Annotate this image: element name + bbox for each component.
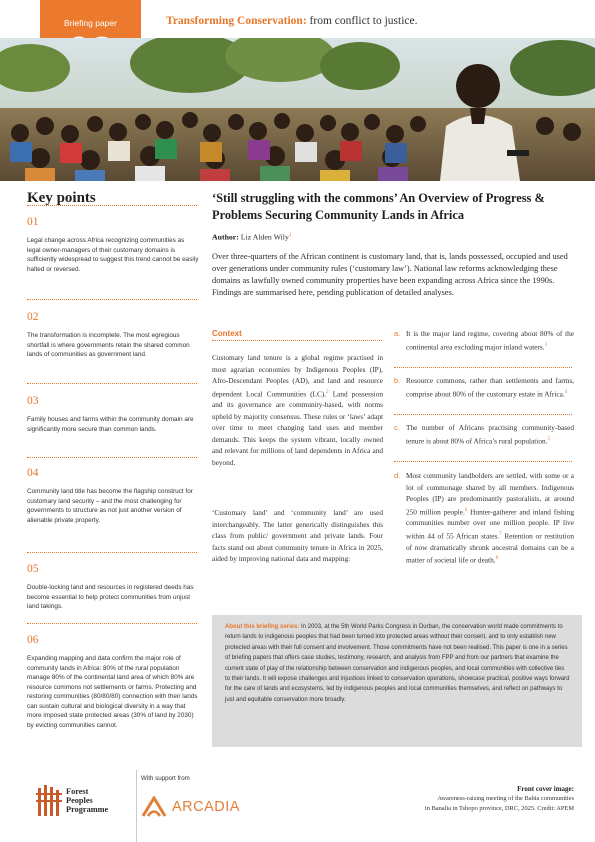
fact-divider [394,414,572,415]
context-rule [212,340,382,341]
key-points-rule [27,205,197,206]
fact-divider [394,461,572,462]
series-tagline [166,15,417,27]
key-point-number: 06 [27,634,39,646]
key-point-number: 02 [27,311,39,323]
key-point-04 [27,467,199,525]
key-point-03 [27,395,199,434]
fact-c: c. The number of Africans practising community-based tenure is about 80% of Africa’s rural population.$^5$ [394,423,574,445]
arcadia-logo [141,796,240,818]
tagline-rest: from conflict to justice. [306,15,418,27]
author-name: Liz Alden Wily [238,232,289,242]
key-point-text: Community land title has become the flagship construct for customary land security – and the most challenging for governments to structure as not just another version of alienable private property. [27,488,193,524]
key-point-divider [27,552,197,553]
about-series-box [212,615,582,747]
series-label: Briefing paper [64,18,117,28]
credit-line-2: in Banalia in Tshopo province, DRC, 2025. Credit: APEM [424,805,574,812]
footer-divider [136,770,137,842]
context-heading: Context [212,329,242,338]
author-line [212,232,292,242]
fpp-tree-icon [36,784,62,816]
author-footnote: 1 [288,232,292,238]
author-label: Author: [212,232,239,242]
key-point-number: 01 [27,216,39,228]
intro-paragraph: Over three-quarters of the African continent is customary land, that is, lands possessed, occupied and used over generations under community rules (‘customary law’). National law reforms acknowledging these domains as lawfully owned community properties have been expanding across Africa since the 1990s. Findings are summarised here, pending publication of detailed analyses. [212,252,568,297]
key-point-divider [27,383,197,384]
fpp-logo [36,784,108,816]
about-heading: About this briefing series: [225,624,300,630]
key-point-divider [27,299,197,300]
about-text: In 2003, at the 5th World Parks Congress in Durban, the conservation world made commitments to return lands to indigenous peoples that had been turned into protected areas without their consent, and to only establish new protected areas with their full consent and involvement. Those commitments have not been realised. This paper is one in a series of briefing papers that offers case studies, testimony, research, and analysis from FPP and from our partners that examine the current state of play of the relationship between conservation and indigenous peoples, and local communities with collective ties to their lands. It will expose challenges and injustices linked to conservation operations, showcase practical, positive ways forward for the care of lands and ecosystems, led by indigenous peoples and local communities themselves, and reflect on pathways to just and equitable conservation more broadly. [225,624,570,703]
key-point-number: 04 [27,467,39,479]
key-point-number: 03 [27,395,39,407]
key-point-text: Expanding mapping and data confirm the major role of community lands in Africa: 80% of the rural population manage 80% of the continental land area of which 80% are resource commons not settlements or farms. Protecting and restoring communities (80/80/80) connection with their lands can sustain cultural and biological diversity in a way that more imposed state protected areas (30% of land by 2030) by evicting communities cannot. [27,655,198,729]
context-paragraph-2: ‘Customary land’ and ‘community land’ are used interchangeably. The latter generically distinguishes this class from public/ government and private lands. Four facts stand out about community tenure in Africa in 2025, aided by improving national data and mapping: [212,508,383,563]
cover-credit [354,784,574,814]
fact-b: b. Resource commons, rather than settlements and farms, comprise about 80% of the customary estate in Africa.$^4$ [394,376,574,398]
key-point-text: Family houses and farms within the community domain are significantly more secure than common lands. [27,416,194,433]
key-point-text: The transformation is incomplete. The most egregious shortfall is where governments retain the shared common lands of communities as government land. [27,332,190,358]
fpp-line-1: Forest [66,786,89,796]
key-point-divider [27,623,197,624]
credit-heading: Front cover image: [517,785,574,793]
key-point-01 [27,216,199,274]
arcadia-mark-icon [141,796,167,818]
key-point-text: Double-locking land and resources in registered deeds has become essential to help protect communities from unjust land takings. [27,584,194,610]
community-meeting-photo [0,38,595,181]
arcadia-wordmark: ARCADIA [172,799,240,815]
key-point-divider [27,457,197,458]
support-label: With support from [141,775,190,782]
fpp-line-3: Programme [66,804,109,814]
context-paragraph-1: Customary land tenure is a global regime practised in most agrarian economies by Indigenous Peoples (IP), Afro-Descendant Peoples (AD), and land and resource dependent Local Communities (LC).$^2$ Land possession and its governance are community-based, with norms upheld by majority consensus. These rules or ‘laws’ adapt over time to meet changing land uses and member demands. This keeps the system vibrant, locally owned and relevant for millions of land dependents in Africa and beyond. [212,353,383,467]
key-point-05 [27,563,199,612]
fpp-line-2: Peoples [66,795,93,805]
key-point-text: Legal change across Africa recognizing communities as legal owner-managers of their customary domains is sufficiently widespread to suggest this trend cannot be easily halted or reversed. [27,237,199,273]
fact-d: d. Most community landholders are settled, with some or a lot of commonage shared by all members. Indigenous Peoples (IP) are predominantly pastoralists, at around 250 million people.$^6$ Hunter-gatherer and inland fishing communities number over one million people. IP live within 44 of 55 African states.$^7$ Retention or restitution of now dramatically shrunk ancestral domains can be a matter of societal life or death.$^8$ [394,471,574,565]
tagline-highlight: Transforming Conservation: [166,15,307,27]
key-point-06 [27,634,199,730]
key-point-02 [27,311,199,360]
fact-a: a. It is the major land regime, covering about 80% of the continental area excluding major inland waters.$^3$ [394,329,574,351]
credit-line-1: Awareness-raising meeting of the Bahia communities [437,795,574,802]
key-point-number: 05 [27,563,39,575]
fact-divider [394,367,572,368]
key-points-title: Key points [27,190,96,206]
article-title: ‘Still struggling with the commons’ An Overview of Progress & Problems Securing Community Lands in Africa [212,191,545,222]
